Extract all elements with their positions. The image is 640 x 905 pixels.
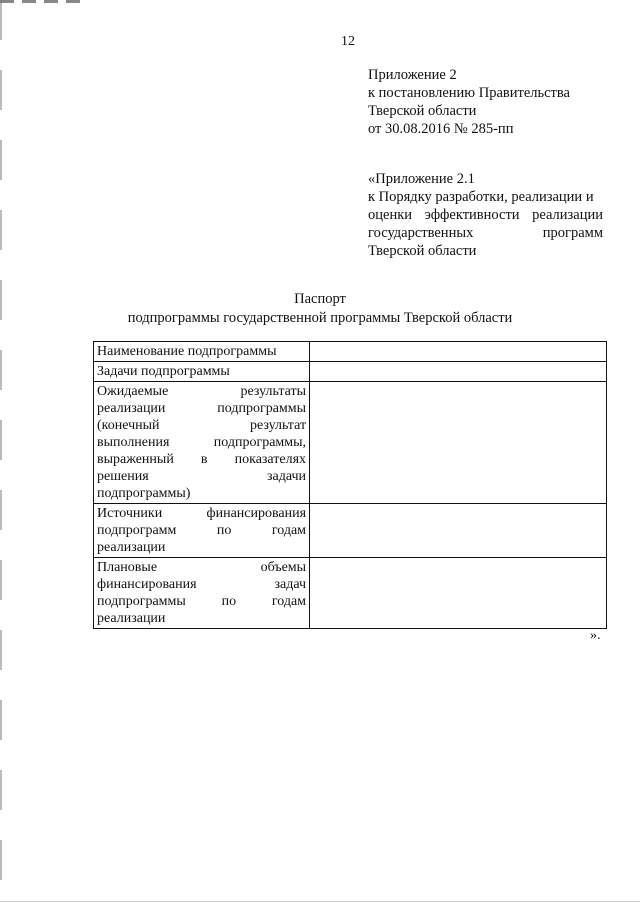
label-word: годам (271, 523, 307, 538)
appendix-2-1-line-3-word: эффективности (424, 207, 520, 223)
label-line (97, 593, 306, 610)
table-label-cell (94, 504, 310, 558)
label-word: задач (274, 577, 307, 592)
appendix-2-1-line-1: «Приложение 2.1 (368, 171, 475, 187)
page-number: 12 (341, 34, 355, 49)
appendix-2-line-4: от 30.08.2016 № 285-пп (368, 121, 514, 137)
label-line (97, 505, 306, 522)
label-line (97, 559, 306, 576)
table-label-cell (94, 558, 310, 629)
label-line (97, 434, 306, 451)
label-line (97, 610, 306, 627)
label-line (97, 417, 306, 434)
appendix-2-1-line-3 (368, 206, 603, 224)
appendix-2-1-line-4-word: государственных (368, 225, 474, 241)
label-line (97, 400, 306, 417)
title-line-1: Паспорт (294, 291, 346, 307)
label-word: финансирования (206, 506, 307, 521)
label-word: Наименование подпрограммы (97, 344, 277, 359)
label-word: подпрограммы (217, 401, 307, 416)
appendix-2-1-line-4-word: программ (542, 225, 603, 241)
appendix-2-line-3: Тверской области (368, 103, 477, 119)
scan-artifact-bottom-edge (0, 901, 640, 902)
label-word: реализации (97, 611, 166, 626)
label-word: выраженный (97, 452, 174, 467)
label-line (97, 343, 306, 360)
appendix-2-line-2: к постановлению Правительства (368, 85, 570, 101)
appendix-2-1-line-3-word: реализации (532, 207, 603, 223)
table-label-cell (94, 382, 310, 504)
label-line (97, 522, 306, 539)
table-row (94, 558, 607, 629)
scan-artifact-top (0, 0, 80, 3)
appendix-2-1-header (368, 170, 603, 260)
label-line (97, 468, 306, 485)
table-row (94, 362, 607, 382)
label-word: (конечный (97, 418, 160, 433)
label-word: Ожидаемые (97, 384, 169, 399)
closing-quote: ». (590, 628, 601, 643)
label-line (97, 383, 306, 400)
label-word: результат (249, 418, 307, 433)
label-word: Источники (97, 506, 163, 521)
passport-table (93, 341, 607, 629)
title-line-2: подпрограммы государственной программы Тверской области (127, 310, 513, 326)
scan-artifact-left-edge (0, 0, 2, 905)
label-word: подпрограммы (97, 594, 186, 609)
label-line (97, 451, 306, 468)
label-line (97, 485, 306, 502)
table-row (94, 504, 607, 558)
label-word: подпрограммы) (97, 486, 191, 501)
appendix-2-1-line-3-word: оценки (368, 207, 413, 223)
label-word: решения (97, 469, 149, 484)
label-word: показателях (234, 452, 307, 467)
label-word: Задачи подпрограммы (97, 364, 230, 379)
label-word: Плановые (97, 560, 158, 575)
table-value-cell (310, 558, 607, 629)
label-word: годам (271, 594, 307, 609)
label-word: в (200, 452, 208, 467)
label-word: реализации (97, 401, 166, 416)
label-word: результаты (240, 384, 307, 399)
table-label-cell (94, 362, 310, 382)
table-value-cell (310, 504, 607, 558)
appendix-2-1-line-5: Тверской области (368, 243, 477, 259)
appendix-2-header (368, 66, 603, 138)
label-word: по (216, 523, 232, 538)
table-value-cell (310, 342, 607, 362)
label-word: выполнения (97, 435, 170, 450)
label-line (97, 576, 306, 593)
appendix-2-line-1: Приложение 2 (368, 67, 457, 83)
appendix-2-1-line-4 (368, 224, 603, 242)
document-title (0, 290, 640, 328)
label-line (97, 363, 306, 380)
label-word: объемы (260, 560, 307, 575)
table-row (94, 382, 607, 504)
label-line (97, 539, 306, 556)
label-word: подпрограмм (97, 523, 177, 538)
table-value-cell (310, 362, 607, 382)
table-label-cell (94, 342, 310, 362)
label-word: финансирования (97, 577, 197, 592)
table-value-cell (310, 382, 607, 504)
label-word: задачи (267, 469, 307, 484)
appendix-2-1-line-2: к Порядку разработки, реализации и (368, 189, 594, 205)
label-word: подпрограммы, (213, 435, 307, 450)
label-word: по (221, 594, 237, 609)
label-word: реализации (97, 540, 166, 555)
table-row (94, 342, 607, 362)
